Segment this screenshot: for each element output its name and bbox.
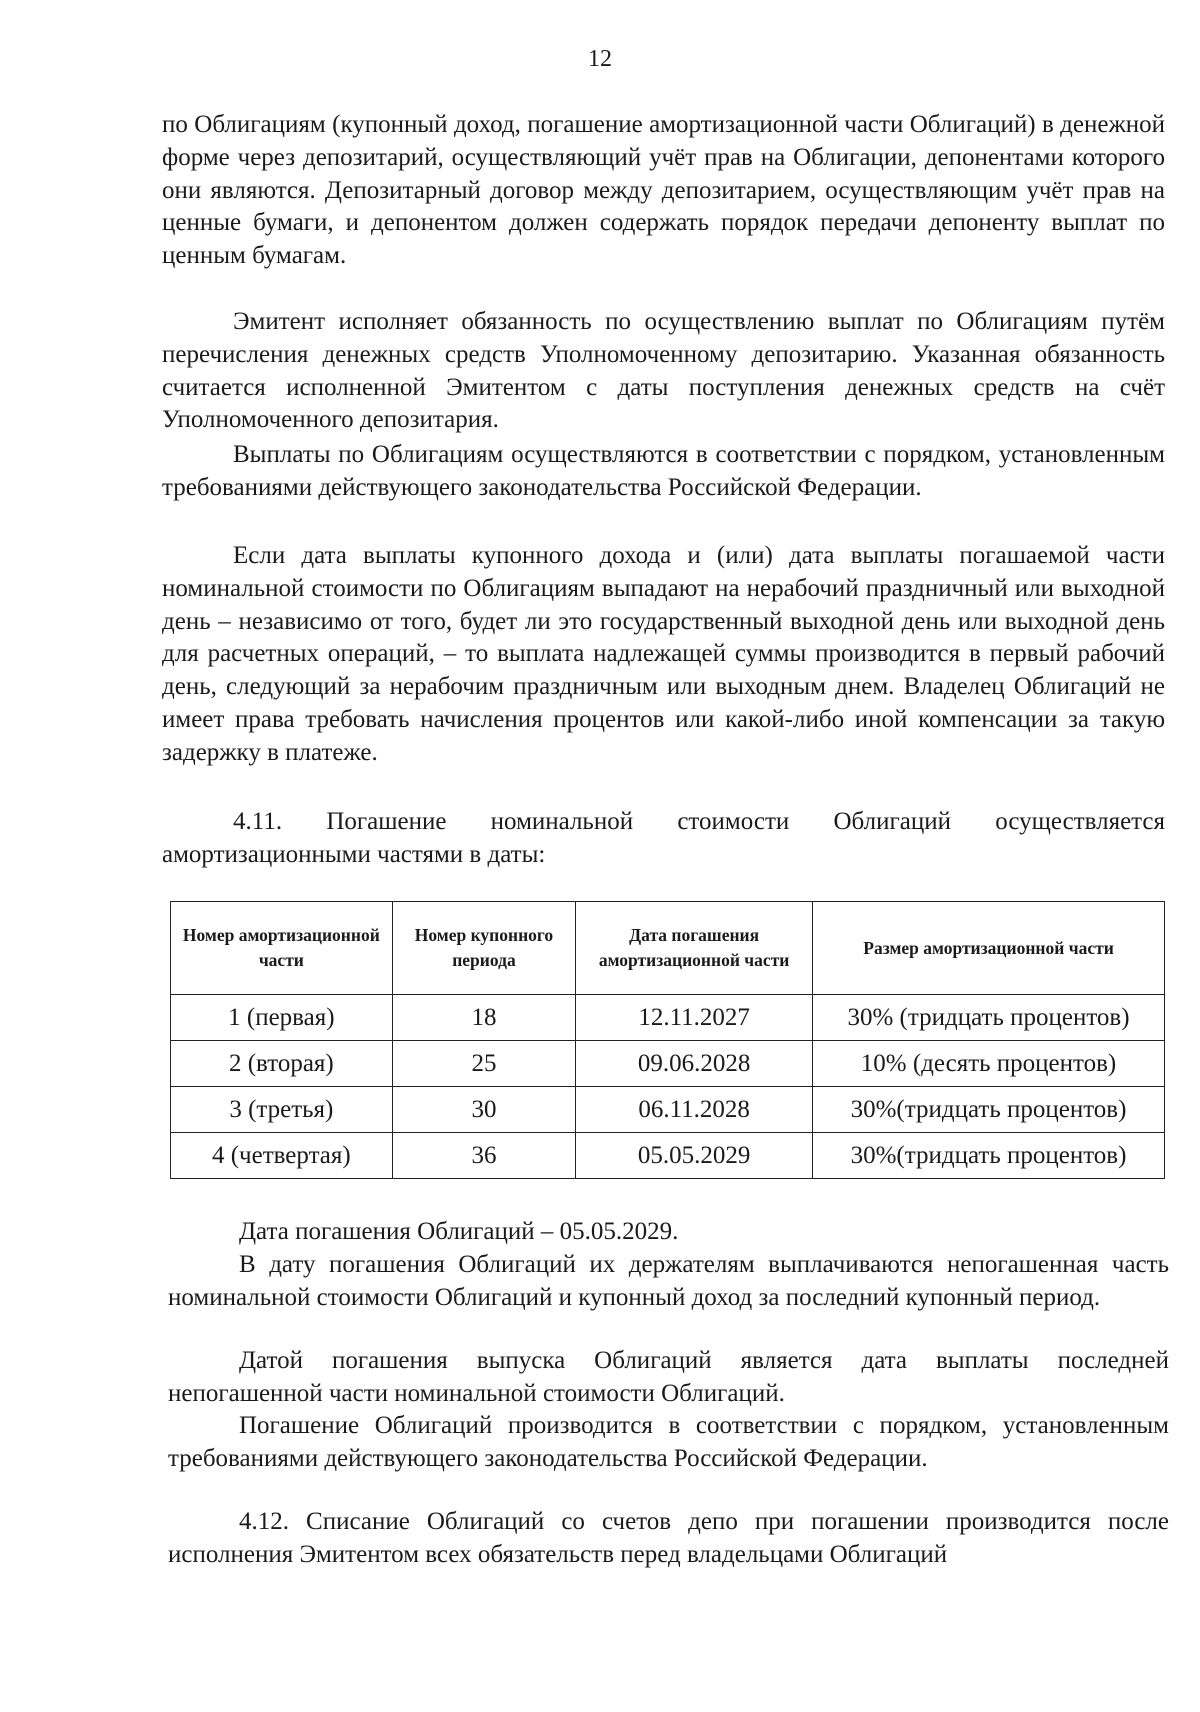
table-cell: 25 bbox=[392, 1041, 576, 1087]
table-header-cell: Дата погашения амортизационной части bbox=[576, 902, 813, 995]
paragraph-payments-through-depository: по Облигациям (купонный доход, погашение амортизационной части Облигаций) в денежной форме через депозитарий, осуществляющий учёт прав на Облигации, депонентами которого они являются. Депозитарный договор между депозитарием, осуществляющим учёт прав на ценные бумаги, и депонентом должен содержать порядок передачи депоненту выплат по ценным бумагам. bbox=[162, 111, 1165, 270]
table-row bbox=[171, 995, 1165, 1041]
table-cell: 4 (четвертая) bbox=[171, 1133, 393, 1179]
paragraph-maturity-legislation: Погашение Облигаций производится в соответствии с порядком, установленным требованиями действующего законодательства Российской Федерации. bbox=[168, 1412, 1169, 1472]
paragraph-payments-legislation: Выплаты по Облигациям осуществляются в соответствии с порядком, установленным требованиями действующего законодательства Российской Федерации. bbox=[162, 441, 1165, 501]
paragraph-section-4-12: 4.12. Списание Облигаций со счетов депо при погашении производится после исполнения Эмитентом всех обязательств перед владельцами Облигаций bbox=[168, 1508, 1169, 1568]
paragraph-maturity-date: Дата погашения Облигаций – 05.05.2029. bbox=[239, 1218, 679, 1245]
table-cell: 18 bbox=[392, 995, 576, 1041]
table-cell: 30 bbox=[392, 1087, 576, 1133]
paragraph-section-4-11: 4.11. Погашение номинальной стоимости Облигаций осуществляется амортизационными частями в даты: bbox=[162, 808, 1165, 868]
amortization-table bbox=[170, 901, 1165, 1179]
table-cell: 06.11.2028 bbox=[576, 1087, 813, 1133]
paragraph-issuer-obligation: Эмитент исполняет обязанность по осуществлению выплат по Облигациям путём перечисления денежных средств Уполномоченному депозитарию. Указанная обязанность считается исполненной Эмитентом с даты поступления денежных средств на счёт Уполномоченного депозитария. bbox=[162, 308, 1165, 434]
paragraph-non-working-day: Если дата выплаты купонного дохода и (или) дата выплаты погашаемой части номинальной стоимости по Облигациям выпадают на нерабочий праздничный или выходной день – независимо от того, будет ли это государственный выходной день или выходной день для расчетных операций, – то выплата надлежащей суммы производится в первый рабочий день, следующий за нерабочим праздничным или выходным днем. Владелец Облигаций не имеет права требовать начисления процентов или какой-либо иной компенсации за такую задержку в платеже. bbox=[162, 542, 1165, 766]
table-cell: 30% (тридцать процентов) bbox=[813, 995, 1165, 1041]
table-row bbox=[171, 1041, 1165, 1087]
table-header-row bbox=[171, 902, 1165, 995]
table-cell: 30%(тридцать процентов) bbox=[813, 1133, 1165, 1179]
table-header-cell: Номер амортизационной части bbox=[171, 902, 393, 995]
table-row bbox=[171, 1087, 1165, 1133]
table-cell: 10% (десять процентов) bbox=[813, 1041, 1165, 1087]
page-number: 12 bbox=[588, 46, 612, 72]
table-cell: 09.06.2028 bbox=[576, 1041, 813, 1087]
table-header-cell: Номер купонного периода bbox=[392, 902, 576, 995]
table-header-cell: Размер амортизационной части bbox=[813, 902, 1165, 995]
table-cell: 3 (третья) bbox=[171, 1087, 393, 1133]
table-cell: 2 (вторая) bbox=[171, 1041, 393, 1087]
paragraph-issue-maturity-date: Датой погашения выпуска Облигаций является дата выплаты последней непогашенной части номинальной стоимости Облигаций. bbox=[168, 1347, 1169, 1407]
table-row bbox=[171, 1133, 1165, 1179]
table-cell: 12.11.2027 bbox=[576, 995, 813, 1041]
table-cell: 36 bbox=[392, 1133, 576, 1179]
paragraph-maturity-payment: В дату погашения Облигаций их держателям выплачиваются непогашенная часть номинальной стоимости Облигаций и купонный доход за последний купонный период. bbox=[168, 1251, 1169, 1311]
table-cell: 30%(тридцать процентов) bbox=[813, 1087, 1165, 1133]
table-cell: 1 (первая) bbox=[171, 995, 393, 1041]
table-cell: 05.05.2029 bbox=[576, 1133, 813, 1179]
